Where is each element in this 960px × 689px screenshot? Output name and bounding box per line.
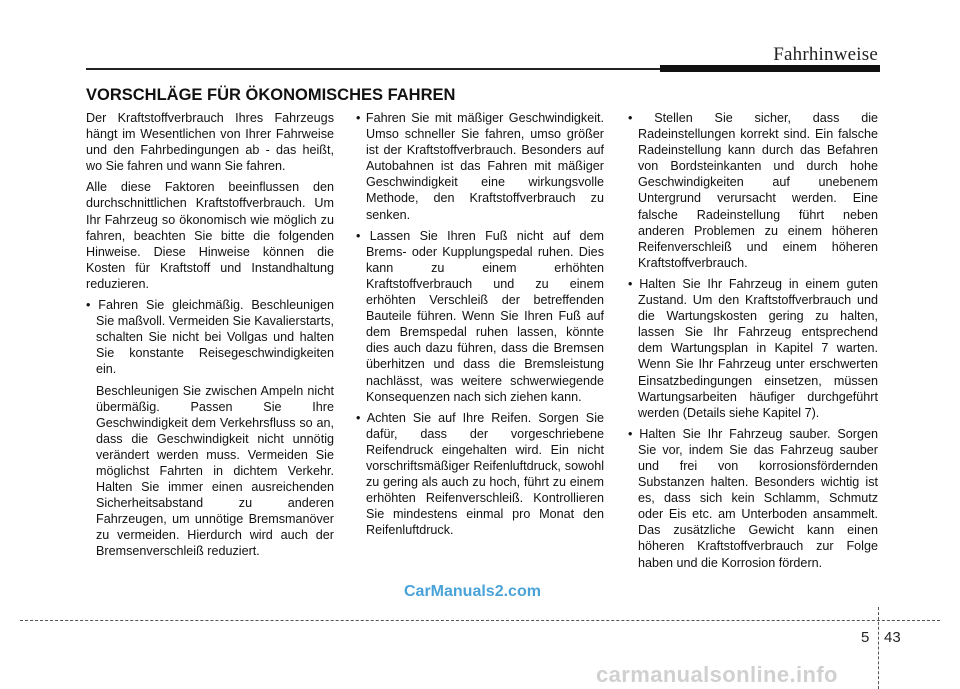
section-title: VORSCHLÄGE FÜR ÖKONOMISCHES FAHREN [86, 86, 456, 104]
tip-tires: • Achten Sie auf Ihre Reifen. Sorgen Sie dafür, dass der vorgeschriebene Reifendruck eingehalten wird. Ein nicht vorschriftsmäßiger Reifenluftdruck, sowohl zu gering als auch zu hoch, führt zu einem erhöhten Reifenverschleiß. Kontrollieren Sie mindestens einmal pro Monat den Reifenluftdruck. [356, 410, 604, 538]
tip-wheel-alignment: • Stellen Sie sicher, dass die Radeinstellungen korrekt sind. Ein falsche Radeinstellung kann durch das Befahren von Bordsteinkanten und durch hohe Geschwindigkeiten auf unebenem Untergrund verursacht werden. Eine falsche Radeinstellung führt neben anderen Problemen zu einem höheren Reifenverschleiß und einem höheren Kraftstoffverbrauch. [628, 111, 878, 270]
tip-pedals: • Lassen Sie Ihren Fuß nicht auf dem Brems- oder Kupplungspedal ruhen. Dies kann zu einem erhöhten Kraftstoffverbrauch und zu einem erhöhten Verschleiß der betreffenden Bauteile führen. Wenn Sie Ihren Fuß auf dem Bremspedal ruhen lassen, könnte dies auch dazu führen, dass die Bremsen überhitzen und dass die Bremsleistung nachlässt, was weitere schwerwiegende Konsequenzen nach sich ziehen kann. [356, 228, 604, 404]
page-number-separator [878, 607, 879, 689]
tip-smooth-driving: • Fahren Sie gleichmäßig. Beschleunigen Sie maßvoll. Vermeiden Sie Kavalierstarts, schalten Sie nicht bei Vollgas und halten Sie konstante Reisegeschwindigkeiten ein. [86, 298, 334, 377]
header-rule-accent [660, 65, 880, 72]
footer-divider [20, 620, 940, 621]
tip-moderate-speed: • Fahren Sie mit mäßiger Geschwindigkeit. Umso schneller Sie fahren, umso größer ist der Kraftstoffverbrauch. Besonders auf Autobahnen ist das Fahren mit mäßiger Geschwindigkeit eine wirkungsvolle Methode, den Kraftstoffverbrauch zu senken. [356, 111, 604, 222]
chapter-number: 5 [861, 629, 870, 646]
chapter-header-title: Fahrhinweise [773, 44, 878, 65]
tip-maintenance: • Halten Sie Ihr Fahrzeug in einem guten Zustand. Um den Kraftstoffverbrauch und die Wartungskosten gering zu halten, lassen Sie Ihr Fahrzeug entsprechend dem Wartungsplan in Kapitel 7 warten. Wenn Sie Ihr Fahrzeug unter erschwerten Einsatzbedingungen einsetzen, müssen Wartungsarbeiten häufiger durchgeführt werden (Details siehe Kapitel 7). [628, 276, 878, 420]
tip-smooth-driving-continued: Beschleunigen Sie zwischen Ampeln nicht übermäßig. Passen Sie Ihre Geschwindigkeit dem Verkehrsfluss so an, dass die Geschwindigkeit nicht unnötig verändert werden muss. Vermeiden Sie möglichst Fahrten in dichtem Verkehr. Halten Sie immer einen ausreichenden Sicherheitsabstand zu anderen Fahrzeugen, um unnötige Bremsmanöver zu vermeiden. Hierdurch wird auch der Bremsenverschleiß reduziert. [96, 383, 334, 559]
text-column-1 [86, 110, 334, 565]
page-number: 43 [884, 629, 901, 646]
text-column-3 [628, 110, 878, 576]
intro-paragraph: Der Kraftstoffverbrauch Ihres Fahrzeugs hängt im Wesentlichen von Ihrer Fahrweise und den Fahrbedingungen ab - das heißt, wo Sie fahren und wann Sie fahren. [86, 111, 334, 174]
text-column-2 [356, 110, 604, 543]
watermark-link[interactable]: CarManuals2.com [404, 583, 541, 600]
factors-paragraph: Alle diese Faktoren beeinflussen den durchschnittlichen Kraftstoffverbrauch. Um Ihr Fahrzeug so ökonomisch wie möglich zu fahren, beachten Sie bitte die folgenden Hinweise. Diese Hinweise können die Kosten für Kraftstoff und Instandhaltung reduzieren. [86, 180, 334, 291]
header-rule [86, 68, 660, 70]
watermark-footer: carmanualsonline.info [596, 662, 838, 687]
tip-keep-clean: • Halten Sie Ihr Fahrzeug sauber. Sorgen Sie vor, indem Sie das Fahrzeug sauber und frei von korrosionsfördernden Substanzen halten. Besonders wichtig ist es, dass sich kein Schlamm, Schmutz oder Eis etc. am Unterboden ansammelt. Das zusätzliche Gewicht kann einen höheren Kraftstoffverbrauch zur Folge haben und die Korrosion fördern. [628, 426, 878, 570]
